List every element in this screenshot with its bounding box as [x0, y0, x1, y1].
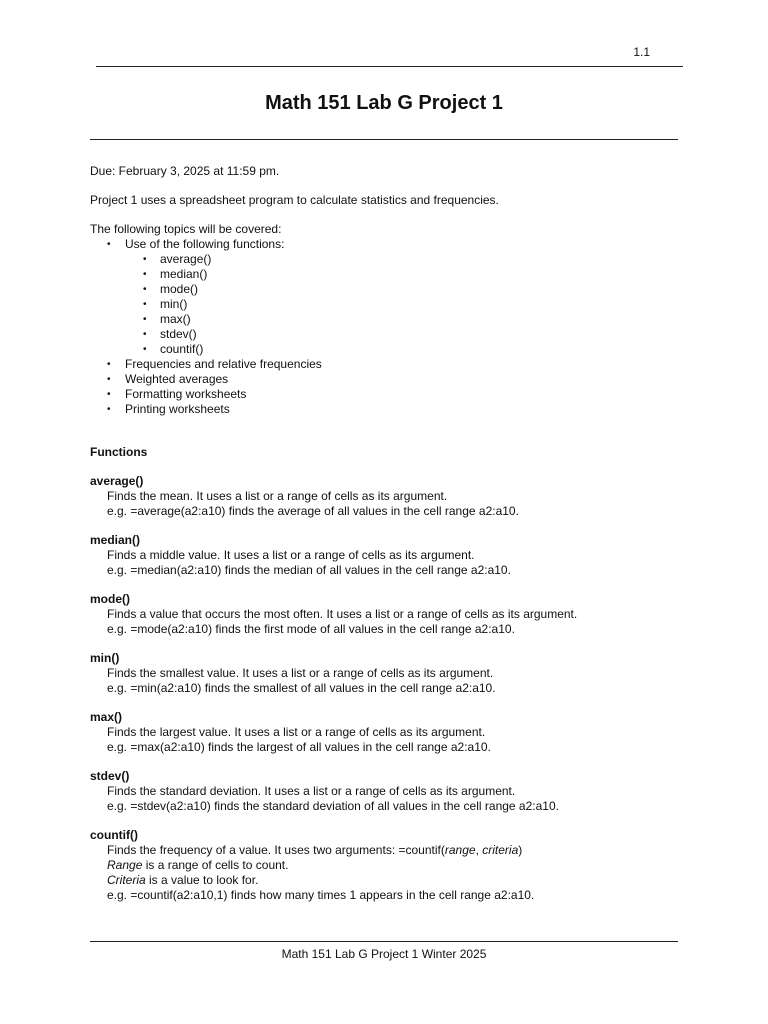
function-description: Finds the standard deviation. It uses a list or a range of cells as its argument.	[107, 784, 516, 798]
function-example: e.g. =min(a2:a10) finds the smallest of all values in the cell range a2:a10.	[107, 681, 496, 695]
function-name: min()	[90, 651, 120, 665]
function-doc-countif	[90, 828, 690, 903]
function-name: countif()	[90, 828, 138, 842]
list-item: • average()	[143, 252, 690, 267]
functions-sublist	[125, 252, 690, 357]
topics-list	[90, 237, 690, 417]
function-doc-mode	[90, 592, 690, 637]
range-definition: Range is a range of cells to count.	[107, 858, 289, 872]
function-example: e.g. =max(a2:a10) finds the largest of all values in the cell range a2:a10.	[107, 740, 491, 754]
function-doc-median	[90, 533, 690, 578]
function-description: Finds the frequency of a value. It uses two arguments: =countif(range, criteria)	[107, 843, 523, 857]
document-title: Math 151 Lab G Project 1	[265, 92, 503, 114]
list-item: • median()	[143, 267, 690, 282]
function-example: e.g. =stdev(a2:a10) finds the standard deviation of all values in the cell range a2:a10.	[107, 799, 559, 813]
function-doc-max	[90, 710, 690, 755]
due-date: Due: February 3, 2025 at 11:59 pm.	[90, 164, 280, 178]
function-description: Finds the mean. It uses a list or a range of cells as its argument.	[107, 489, 448, 503]
criteria-definition: Criteria is a value to look for.	[107, 873, 259, 887]
list-item: • min()	[143, 297, 690, 312]
function-example: e.g. =mode(a2:a10) finds the first mode of all values in the cell range a2:a10.	[107, 622, 515, 636]
document-body	[90, 164, 690, 917]
list-item: • max()	[143, 312, 690, 327]
footer-rule	[90, 941, 678, 942]
function-doc-min	[90, 651, 690, 696]
function-example: e.g. =average(a2:a10) finds the average of all values in the cell range a2:a10.	[107, 504, 519, 518]
function-description: Finds the smallest value. It uses a list or a range of cells as its argument.	[107, 666, 494, 680]
title-rule	[90, 139, 678, 140]
function-doc-stdev	[90, 769, 690, 814]
argument-criteria: criteria	[482, 843, 519, 857]
functions-heading: Functions	[90, 445, 148, 459]
page-footer: Math 151 Lab G Project 1 Winter 2025	[281, 947, 487, 961]
function-description: Finds a value that occurs the most often. It uses a list or a range of cells as its argument.	[107, 607, 578, 621]
function-doc-average	[90, 474, 690, 519]
list-item: • Frequencies and relative frequencies	[107, 357, 690, 372]
function-name: average()	[90, 474, 144, 488]
list-item: • Use of the following functions: • average() • median() • mode() • min() • max() • stdev() • countif()	[107, 237, 690, 357]
page-number: 1.1	[633, 45, 650, 59]
header-rule	[96, 66, 683, 67]
list-item: • stdev()	[143, 327, 690, 342]
topics-intro: The following topics will be covered:	[90, 222, 282, 236]
function-description: Finds the largest value. It uses a list or a range of cells as its argument.	[107, 725, 486, 739]
list-item: • Formatting worksheets	[107, 387, 690, 402]
intro-paragraph: Project 1 uses a spreadsheet program to calculate statistics and frequencies.	[90, 193, 499, 207]
list-item: • Printing worksheets	[107, 402, 690, 417]
function-name: stdev()	[90, 769, 130, 783]
list-item: • countif()	[143, 342, 690, 357]
function-description: Finds a middle value. It uses a list or a range of cells as its argument.	[107, 548, 475, 562]
function-name: median()	[90, 533, 141, 547]
function-example: e.g. =countif(a2:a10,1) finds how many times 1 appears in the cell range a2:a10.	[107, 888, 535, 902]
function-name: max()	[90, 710, 123, 724]
function-example: e.g. =median(a2:a10) finds the median of all values in the cell range a2:a10.	[107, 563, 511, 577]
list-item: • Weighted averages	[107, 372, 690, 387]
function-name: mode()	[90, 592, 130, 606]
argument-range: range	[444, 843, 476, 857]
list-item: • mode()	[143, 282, 690, 297]
